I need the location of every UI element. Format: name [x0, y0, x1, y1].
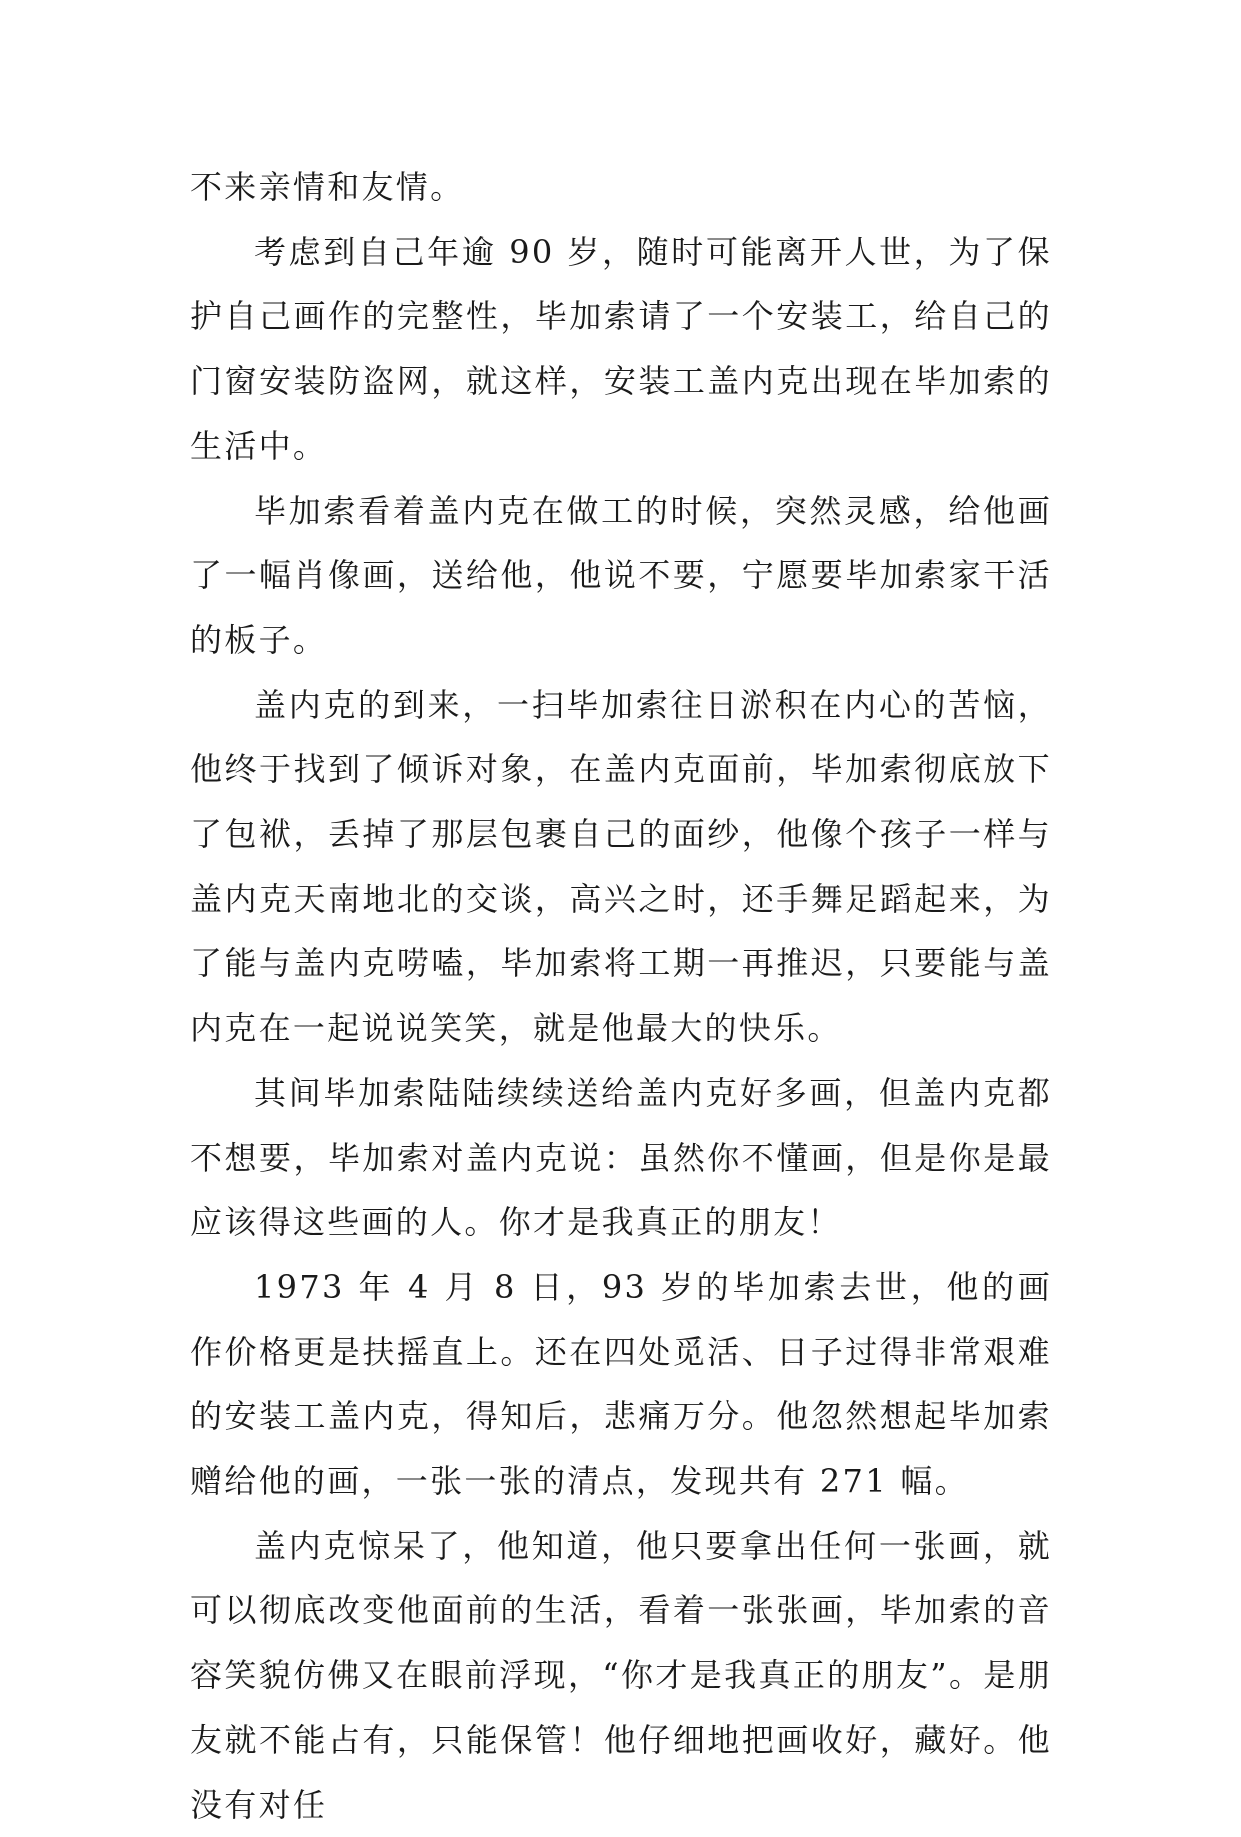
paragraph-7: 盖内克惊呆了，他知道，他只要拿出任何一张画，就可以彻底改变他面前的生活，看着一张张画，毕加索的音容笑貌仿佛又在眼前浮现，“你才是我真正的朋友”。是朋友就不能占有，只能保管！他仔细地把画收好，藏好。他没有对任	[190, 1526, 1052, 1824]
paragraph-5: 其间毕加索陆陆续续送给盖内克好多画，但盖内克都不想要，毕加索对盖内克说：虽然你不懂画，但是你是最应该得这些画的人。你才是我真正的朋友！	[190, 1073, 1052, 1242]
paragraph-4: 盖内克的到来，一扫毕加索往日淤积在内心的苦恼，他终于找到了倾诉对象，在盖内克面前，毕加索彻底放下了包袱，丢掉了那层包裹自己的面纱，他像个孩子一样与盖内克天南地北的交谈，高兴之时，还手舞足蹈起来，为了能与盖内克唠嗑，毕加索将工期一再推迟，只要能与盖内克在一起说说笑笑，就是他最大的快乐。	[190, 685, 1052, 1048]
paragraph-2: 考虑到自己年逾 90 岁，随时可能离开人世，为了保护自己画作的完整性，毕加索请了一个安装工，给自己的门窗安装防盗网，就这样，安装工盖内克出现在毕加索的生活中。	[190, 232, 1052, 465]
paragraph-1: 不来亲情和友情。	[190, 168, 465, 206]
article-body	[190, 155, 1052, 1837]
paragraph-6: 1973 年 4 月 8 日，93 岁的毕加索去世，他的画作价格更是扶摇直上。还在四处觅活、日子过得非常艰难的安装工盖内克，得知后，悲痛万分。他忽然想起毕加索赠给他的画，一张一张的清点，发现共有 271 幅。	[190, 1267, 1052, 1501]
paragraph-3: 毕加索看着盖内克在做工的时候，突然灵感，给他画了一幅肖像画，送给他，他说不要，宁愿要毕加索家干活的板子。	[190, 491, 1052, 659]
